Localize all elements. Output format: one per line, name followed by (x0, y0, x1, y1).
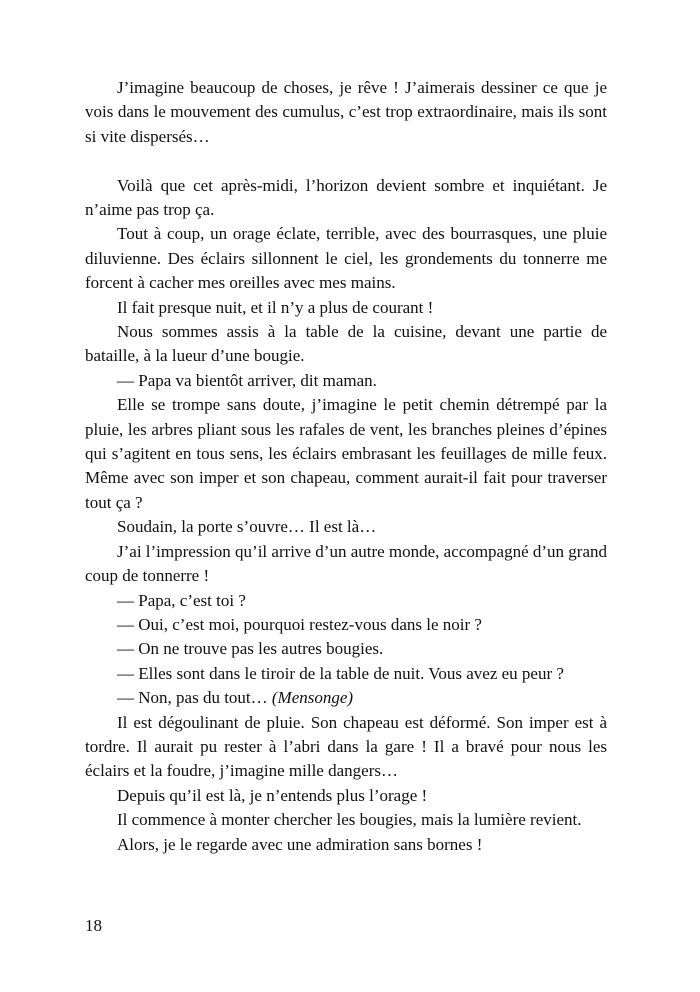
dialogue-text: — Non, pas du tout… (117, 688, 272, 708)
paragraph-9: J’ai l’impression qu’il arrive d’un autre monde, accompagné d’un grand coup de tonnerre ! (85, 541, 608, 586)
dialogue-line-3: — Oui, c’est moi, pourquoi restez-vous dans le noir ? (117, 614, 482, 634)
paragraph-18: Alors, je le regarde avec une admiration sans bornes ! (117, 834, 483, 854)
section-break (85, 149, 607, 173)
stage-aside: (Mensonge) (271, 688, 354, 708)
paragraph-17: Il commence à monter chercher les bougies, mais la lumière revient. (117, 810, 582, 830)
dialogue-line-2: — Papa, c’est toi ? (117, 590, 246, 610)
paragraph-3: Tout à coup, un orage éclate, terrible, avec des bourrasques, une pluie diluvienne. Des éclairs sillonnent le ciel, les grondements du tonnerre me forcent à cacher mes oreilles avec mes mains. (85, 224, 607, 293)
paragraph-8: Soudain, la porte s’ouvre… Il est là… (117, 517, 377, 537)
paragraph-2: Voilà que cet après-midi, l’horizon devient sombre et inquiétant. Je n’aime pas trop ça. (85, 175, 607, 220)
paragraph-4: Il fait presque nuit, et il n’y a plus de courant ! (117, 297, 434, 317)
dialogue-line-6 (85, 686, 607, 710)
page-body (85, 76, 607, 857)
paragraph-7: Elle se trompe sans doute, j’imagine le petit chemin détrempé par la pluie, les arbres pliant sous les rafales de vent, les branches pleines d’épines qui s’agitent en tous sens, les éclairs embrasant les feuillages de mille feux. Même avec son imper et son chapeau, comment aurait-il fait pour traverser tout ça ? (85, 395, 607, 512)
dialogue-line-5: — Elles sont dans le tiroir de la table de nuit. Vous avez eu peur ? (117, 663, 564, 683)
paragraph-15: Il est dégoulinant de pluie. Son chapeau est déformé. Son imper est à tordre. Il aurait pu rester à l’abri dans la gare ! Il a bravé pour nous les éclairs et la foudre, j’imagine mille dangers… (85, 712, 607, 781)
paragraph-16: Depuis qu’il est là, je n’entends plus l’orage ! (117, 785, 428, 805)
page-number: 18 (85, 916, 102, 935)
paragraph-5: Nous sommes assis à la table de la cuisine, devant une partie de bataille, à la lueur d’une bougie. (85, 322, 607, 366)
dialogue-line-4: — On ne trouve pas les autres bougies. (117, 639, 384, 659)
dialogue-line-1: — Papa va bientôt arriver, dit maman. (117, 370, 377, 390)
paragraph-1: J’imagine beaucoup de choses, je rêve ! J’aimerais dessiner ce que je vois dans le mouvement des cumulus, c’est trop extraordinaire, mais ils sont si vite dispersés… (85, 78, 607, 146)
